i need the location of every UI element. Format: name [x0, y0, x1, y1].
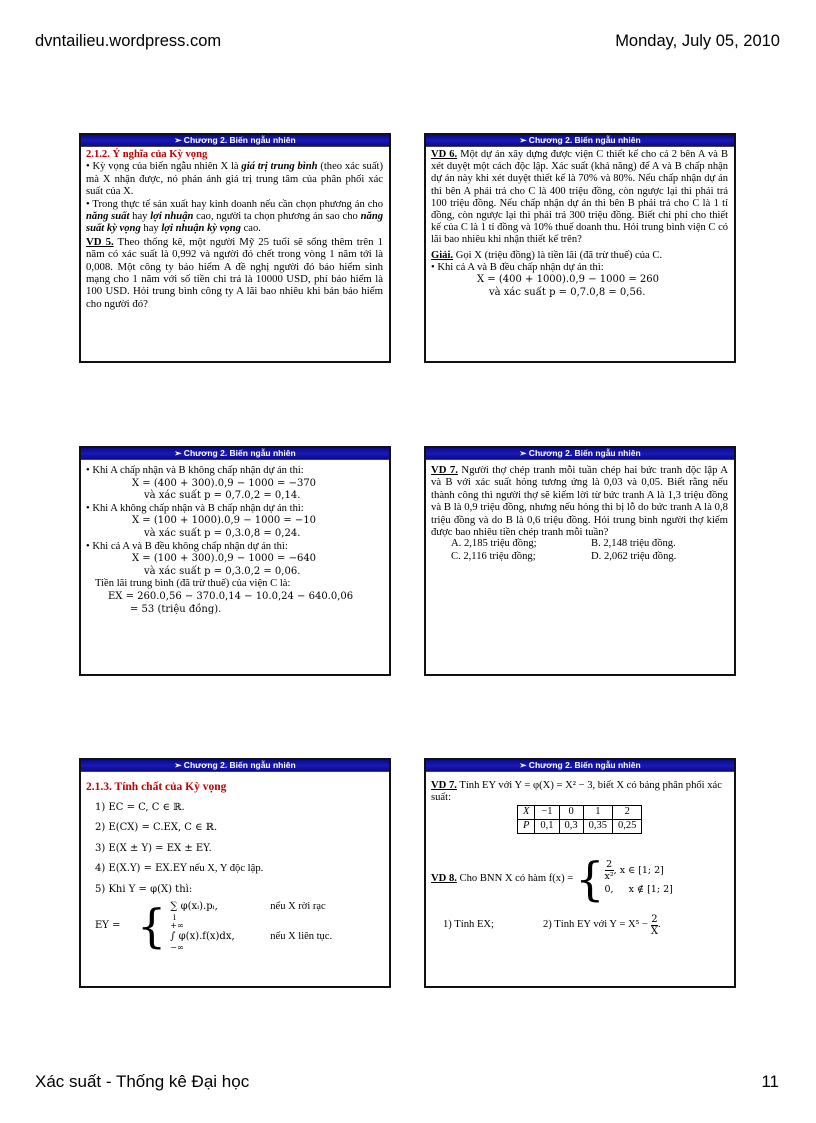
probability: và xác suất p = 0,3.0,2 = 0,06. [144, 565, 301, 577]
continuous-case: ∫ φ(x).f(x)dx, nếu X liên tục. [170, 931, 333, 942]
example-8: VD 8. Cho BNN X có hàm f(x) = { $\frac{2}{\text{x²}}$ , x ∈ [1; 2] 0, x ∉ [1; 2] [431, 851, 673, 906]
distribution-table [517, 805, 642, 834]
case-line: • Khi cả A và B đều chấp nhận dự án thì: [431, 262, 604, 274]
bullet-2: • Trong thực tế sản xuất hay kinh doanh nếu cần chọn phương án cho năng suất hay lợi nhuận cao, người ta chọn phương án sao cho năng suất kỳ vọng hay lợi nhuận kỳ vọng cao. [86, 198, 384, 235]
section-heading: 2.1.3. Tính chất của Kỳ vọng [86, 781, 227, 793]
slide-bar: ➢ Chương 2. Biến ngẫu nhiên [81, 135, 389, 147]
integral-upper: +∞ [170, 921, 184, 930]
bullet-1: • Kỳ vọng của biến ngẫu nhiên X là giá trị trung bình (theo xác suất) mà X nhận được, nó phản ánh giá trị trung tâm của phân phối xác suất của X. [86, 161, 383, 198]
ey-formula: EY = { ∑ φ(xᵢ).pᵢ, nếu X rời rạc i +∞ ∫ φ(x).f(x)dx, nếu X liên tục. −∞ [95, 899, 333, 953]
case-line: • Khi cả A và B đều không chấp nhận dự án thì: [86, 540, 288, 552]
discrete-case: ∑ φ(xᵢ).pᵢ, nếu X rời rạc [170, 901, 326, 912]
table-row: P 0,1 0,3 0,35 0,25 [518, 819, 642, 833]
example-7b: VD 7. Tính EY với Y = φ(X) = X² − 3, biết X có bảng phân phối xác suất: [431, 780, 722, 804]
result: = 53 (triệu đồng). [130, 603, 222, 615]
options-row-2 [431, 551, 728, 563]
slide-bar: ➢ Chương 2. Biến ngẫu nhiên [81, 448, 389, 460]
probability: và xác suất p = 0,7.0,2 = 0,14. [144, 490, 301, 502]
option-d: D. 2,062 triệu đồng. [591, 550, 677, 562]
property-5: 5) Khi Y = φ(X) thì: [95, 883, 193, 895]
case-line: • Khi A chấp nhận và B không chấp nhận dự án thì: [86, 465, 304, 476]
slide-bar: ➢ Chương 2. Biến ngẫu nhiên [426, 135, 734, 147]
page-number: 11 [761, 1072, 779, 1091]
options-row-1 [431, 538, 728, 550]
slide-bar: ➢ Chương 2. Biến ngẫu nhiên [81, 760, 389, 772]
property-2: 2) E(CX) = C.EX, C ∈ ℝ. [95, 822, 218, 833]
integral-lower: −∞ [170, 943, 184, 952]
property-1: 1) EC = C, C ∈ ℝ. [95, 801, 185, 813]
slide-5 [79, 758, 391, 988]
slide-2 [424, 133, 736, 363]
slide-bar: ➢ Chương 2. Biến ngẫu nhiên [426, 760, 734, 772]
sum-index: i [173, 913, 176, 922]
site-header: dvntailieu.wordpress.com [35, 32, 222, 50]
option-c: C. 2,116 triệu đồng; [451, 550, 536, 562]
section-heading: 2.1.2. Ý nghĩa của Kỳ vọng [86, 149, 208, 160]
slide-1 [79, 133, 391, 363]
example-6: VD 6. Một dự án xây dựng được viện C thiết kế cho cả 2 bên A và B xét duyệt một cách độc lập. Xác suất (khả năng) để A và B chấp nhận dự án này khi xét duyệt thiết kế là 70% và 80%. Nếu chấp nhận dự án thì bên A phải trả cho C là 400 triệu đồng, còn ngược lại thì phải trả 100 triệu đồng. Nếu chấp nhận dự án thì bên B phải trả cho C là 1 tỉ đồng, còn ngược lại thì phải trả 300 triệu đồng. Biết chi phí cho thiết kế của C là 1 tỉ đồng và 10% thuế doanh thu. Hỏi trung bình viện C có lãi bao nhiêu khi nhận thiết kế trên? [431, 149, 728, 246]
equation: X = (400 + 1000).0,9 − 1000 = 260 [477, 274, 660, 286]
property-3: 3) E(X ± Y) = EX ± EY. [95, 842, 212, 854]
equation: X = (100 + 1000).0,9 − 1000 = −10 [132, 515, 317, 527]
equation: X = (100 + 300).0,9 − 1000 = −640 [132, 553, 317, 565]
option-b: B. 2,148 triệu đồng. [591, 538, 676, 550]
example-7: VD 7. Người thợ chép tranh mỗi tuần chép hai bức tranh độc lập A và B với xác suất hỏng tương ứng là 0,03 và 0,05. Biết rằng nếu thành công thì người thợ sẽ kiếm lời từ bức tranh A là 1,3 triệu đồng và B là 0,9 triệu đồng, nhưng nếu hỏng thì bị lỗ do bức tranh A là 0,8 triệu đồng và do B là 0,6 triệu đồng. Hỏi trung bình người thợ kiếm được bao nhiêu tiền chép tranh mỗi tuần? [431, 464, 728, 539]
slide-4 [424, 446, 736, 676]
date-header: Monday, July 05, 2010 [615, 32, 780, 50]
property-4: 4) E(X.Y) = EX.EY nếu X, Y độc lập. [95, 863, 264, 874]
table-row: X −1 0 1 2 [518, 805, 642, 819]
summary-line: Tiền lãi trung bình (đã trừ thuế) của viện C là: [95, 578, 291, 590]
option-a: A. 2,185 triệu đồng; [451, 538, 537, 550]
equation: X = (400 + 300).0,9 − 1000 = −370 [132, 477, 317, 489]
slide-3 [79, 446, 391, 676]
solution: Giải. Gọi X (triệu đồng) là tiền lãi (đã trừ thuế) của C. [431, 249, 663, 261]
probability: và xác suất p = 0,7.0,8 = 0,56. [489, 286, 646, 298]
question-2: 2) Tính EY với Y = X⁵ − [543, 919, 648, 931]
questions: 1) Tính EX; 2) Tính EY với Y = X⁵ − $\frac{2}{X}$ . [443, 913, 661, 937]
probability: và xác suất p = 0,3.0,8 = 0,24. [144, 527, 301, 539]
slide-bar: ➢ Chương 2. Biến ngẫu nhiên [426, 448, 734, 460]
slide-6 [424, 758, 736, 988]
case-line: • Khi A không chấp nhận và B chấp nhận dự án thì: [86, 502, 304, 514]
expectation: EX = 260.0,56 − 370.0,14 − 10.0,24 − 640.0,06 [108, 590, 354, 602]
footer-title: Xác suất - Thống kê Đại học [35, 1072, 250, 1091]
question-1: 1) Tính EX; [443, 919, 495, 931]
example-5: VD 5. Theo thống kê, một người Mỹ 25 tuổi sẽ sống thêm trên 1 năm có xác suất là 0,992 và người đó chết trong vòng 1 năm tới là 0,008. Một công ty bảo hiểm A đề nghị người đó bảo hiểm sinh mạng cho 1 năm với số tiền chi trả là 10000 USD, phí bảo hiểm là 100 USD. Hỏi trung bình công ty A lãi bao nhiêu khi bán bảo hiểm cho người đó? [86, 235, 383, 310]
